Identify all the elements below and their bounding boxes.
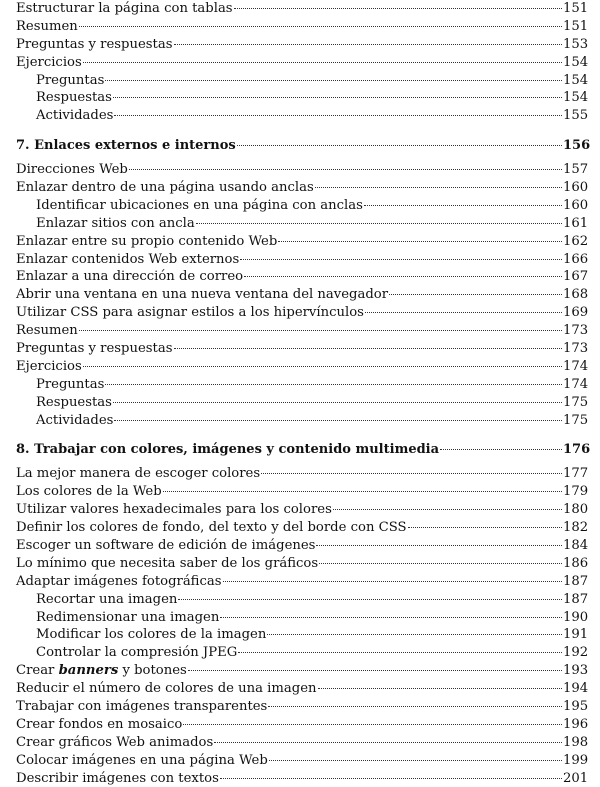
toc-entry xyxy=(16,698,588,716)
toc-entry xyxy=(16,483,588,501)
entry-title: La mejor manera de escoger colores xyxy=(16,466,261,482)
leader-dots xyxy=(389,294,562,295)
page-number: 156 xyxy=(563,138,591,154)
entry-title: Crear banners y botones xyxy=(16,663,187,679)
entry-title: Identificar ubicaciones en una página con anclas xyxy=(36,197,363,213)
page-number: 160 xyxy=(563,180,589,196)
page-number: 166 xyxy=(563,251,589,267)
entry-title: Enlazar contenidos Web externos xyxy=(16,251,240,267)
leader-dots xyxy=(315,187,562,188)
toc-entry xyxy=(16,716,588,734)
entry-title: Redimensionar una imagen xyxy=(36,609,220,625)
entry-title: Enlazar a una dirección de correo xyxy=(16,269,244,285)
leader-dots xyxy=(261,473,562,474)
page-number: 161 xyxy=(563,215,589,231)
entry-title: Utilizar CSS para asignar estilos a los hipervínculos xyxy=(16,305,364,321)
toc-entry xyxy=(16,36,588,54)
page-number: 154 xyxy=(563,72,589,88)
leader-dots xyxy=(240,259,562,260)
entry-title: Preguntas y respuestas xyxy=(16,341,173,357)
page-number: 190 xyxy=(563,609,589,625)
page-number: 174 xyxy=(563,358,589,374)
page-number: 162 xyxy=(563,233,589,249)
toc-entry xyxy=(16,734,588,752)
toc-entry xyxy=(16,573,588,591)
page-number: 199 xyxy=(563,752,589,768)
toc-entry xyxy=(16,501,588,519)
leader-dots xyxy=(83,366,562,367)
toc-subentry xyxy=(16,197,588,215)
toc-entry xyxy=(16,519,588,537)
entry-title: Reducir el número de colores de una imagen xyxy=(16,681,317,697)
leader-dots xyxy=(220,778,562,779)
leader-dots xyxy=(79,26,562,27)
toc-entry xyxy=(16,680,588,698)
page-number: 153 xyxy=(563,36,589,52)
page-number: 154 xyxy=(563,90,589,106)
leader-dots xyxy=(129,169,562,170)
leader-dots xyxy=(113,402,562,403)
toc-entry xyxy=(16,161,588,179)
entry-title: Trabajar con imágenes transparentes xyxy=(16,698,268,714)
leader-dots xyxy=(113,97,562,98)
toc-entry xyxy=(16,340,588,358)
entry-title: Preguntas xyxy=(36,72,105,88)
entry-title: Los colores de la Web xyxy=(16,484,162,500)
leader-dots xyxy=(319,563,562,564)
entry-title: Recortar una imagen xyxy=(36,591,178,607)
page-number: 201 xyxy=(563,770,589,786)
page-number: 173 xyxy=(563,341,589,357)
toc-entry xyxy=(16,18,588,36)
leader-dots xyxy=(316,545,562,546)
leader-dots xyxy=(268,706,562,707)
toc-subentry xyxy=(16,394,588,412)
leader-dots xyxy=(223,581,563,582)
page-number: 175 xyxy=(563,394,589,410)
table-of-contents xyxy=(16,0,591,787)
leader-dots xyxy=(183,724,562,725)
leader-dots xyxy=(214,742,562,743)
page-number: 151 xyxy=(563,18,589,34)
toc-entry xyxy=(16,286,588,304)
toc-subentry xyxy=(16,609,588,627)
toc-subentry xyxy=(16,89,588,107)
entry-title: Ejercicios xyxy=(16,358,82,374)
entry-title: Preguntas xyxy=(36,376,105,392)
toc-subentry xyxy=(16,72,588,90)
leader-dots xyxy=(238,652,562,653)
toc-entry xyxy=(16,304,588,322)
leader-dots xyxy=(178,599,562,600)
leader-dots xyxy=(318,688,562,689)
page-number: 167 xyxy=(563,269,589,285)
page-number: 192 xyxy=(563,645,589,661)
leader-dots xyxy=(364,205,562,206)
leader-dots xyxy=(234,8,562,9)
entry-title: Resumen xyxy=(16,18,78,34)
leader-dots xyxy=(365,312,562,313)
page-number: 198 xyxy=(563,734,589,750)
page-number: 195 xyxy=(563,698,589,714)
toc-subentry xyxy=(16,626,588,644)
page-number: 173 xyxy=(563,323,589,339)
leader-dots xyxy=(114,420,562,421)
page-number: 186 xyxy=(563,555,589,571)
page-number: 169 xyxy=(563,305,589,321)
toc-entry xyxy=(16,752,588,770)
entry-title: Enlazar sitios con ancla xyxy=(36,215,195,231)
entry-title: Modificar los colores de la imagen xyxy=(36,627,267,643)
leader-dots xyxy=(278,241,562,242)
page-number: 194 xyxy=(563,681,589,697)
entry-title: Controlar la compresión JPEG xyxy=(36,645,238,661)
page-number: 177 xyxy=(563,466,589,482)
toc-subentry xyxy=(16,376,588,394)
leader-dots xyxy=(220,617,562,618)
entry-title: Estructurar la página con tablas xyxy=(16,1,233,16)
entry-title: Ejercicios xyxy=(16,54,82,70)
page-number: 176 xyxy=(563,442,591,458)
entry-title: Enlazar entre su propio contenido Web xyxy=(16,233,278,249)
toc-entry xyxy=(16,465,588,483)
leader-dots xyxy=(237,145,562,146)
entry-title: Resumen xyxy=(16,323,78,339)
page-number: 182 xyxy=(563,520,589,536)
entry-title: Direcciones Web xyxy=(16,162,128,178)
toc-entry xyxy=(16,662,588,680)
page-number: 168 xyxy=(563,287,589,303)
toc-entry xyxy=(16,322,588,340)
leader-dots xyxy=(333,509,562,510)
page-number: 184 xyxy=(563,537,589,553)
toc-subentry xyxy=(16,591,588,609)
page-number: 157 xyxy=(563,162,589,178)
entry-title: Colocar imágenes en una página Web xyxy=(16,752,268,768)
entry-title: Adaptar imágenes fotográficas xyxy=(16,573,222,589)
toc-subentry xyxy=(16,644,588,662)
entry-title-emphasis: banners xyxy=(58,663,119,679)
entry-title: Abrir una ventana en una nueva ventana del navegador xyxy=(16,287,389,303)
toc-entry xyxy=(16,54,588,72)
leader-dots xyxy=(114,115,562,116)
toc-entry xyxy=(16,233,588,251)
leader-dots xyxy=(79,330,562,331)
leader-dots xyxy=(440,449,562,450)
leader-dots xyxy=(105,80,562,81)
toc-entry xyxy=(16,251,588,269)
leader-dots xyxy=(163,491,562,492)
entry-title: Describir imágenes con textos xyxy=(16,770,219,786)
entry-title: Crear fondos en mosaico xyxy=(16,716,183,732)
chapter-heading xyxy=(16,441,591,459)
entry-title: Escoger un software de edición de imágenes xyxy=(16,537,316,553)
page-number: 151 xyxy=(563,1,589,16)
toc-entry xyxy=(16,770,588,787)
toc-entry xyxy=(16,358,588,376)
leader-dots xyxy=(174,44,563,45)
toc-entry xyxy=(16,555,588,573)
entry-title: Definir los colores de fondo, del texto y del borde con CSS xyxy=(16,520,407,536)
page-number: 180 xyxy=(563,502,589,518)
entry-title: Crear gráficos Web animados xyxy=(16,734,214,750)
entry-title: 8. Trabajar con colores, imágenes y contenido multimedia xyxy=(16,442,440,458)
entry-title: Utilizar valores hexadecimales para los colores xyxy=(16,502,332,518)
toc-subentry xyxy=(16,215,588,233)
entry-title: Actividades xyxy=(36,412,114,428)
leader-dots xyxy=(408,527,562,528)
toc-entry xyxy=(16,179,588,197)
leader-dots xyxy=(269,760,562,761)
entry-title: Respuestas xyxy=(36,90,112,106)
toc-subentry xyxy=(16,412,588,430)
page-number: 187 xyxy=(563,591,589,607)
page-number: 193 xyxy=(563,663,589,679)
leader-dots xyxy=(83,62,562,63)
leader-dots xyxy=(174,348,563,349)
entry-title: Preguntas y respuestas xyxy=(16,36,173,52)
toc-entry xyxy=(16,537,588,555)
entry-title: 7. Enlaces externos e internos xyxy=(16,138,236,154)
page-number: 154 xyxy=(563,54,589,70)
toc-entry xyxy=(16,0,588,18)
page-number: 191 xyxy=(563,627,589,643)
leader-dots xyxy=(188,670,562,671)
section-gap xyxy=(16,429,588,441)
leader-dots xyxy=(105,384,562,385)
chapter-heading xyxy=(16,137,591,155)
leader-dots xyxy=(267,634,562,635)
page-number: 175 xyxy=(563,412,589,428)
page-number: 174 xyxy=(563,376,589,392)
entry-title: Actividades xyxy=(36,108,114,124)
toc-subentry xyxy=(16,107,588,125)
leader-dots xyxy=(244,276,562,277)
entry-title: Enlazar dentro de una página usando anclas xyxy=(16,180,314,196)
entry-title: Respuestas xyxy=(36,394,112,410)
page-number: 160 xyxy=(563,197,589,213)
page-number: 179 xyxy=(563,484,589,500)
page-number: 187 xyxy=(563,573,589,589)
section-gap xyxy=(16,125,588,137)
page-number: 196 xyxy=(563,716,589,732)
leader-dots xyxy=(196,223,562,224)
page-number: 155 xyxy=(563,108,589,124)
entry-title: Lo mínimo que necesita saber de los gráficos xyxy=(16,555,319,571)
toc-entry xyxy=(16,268,588,286)
